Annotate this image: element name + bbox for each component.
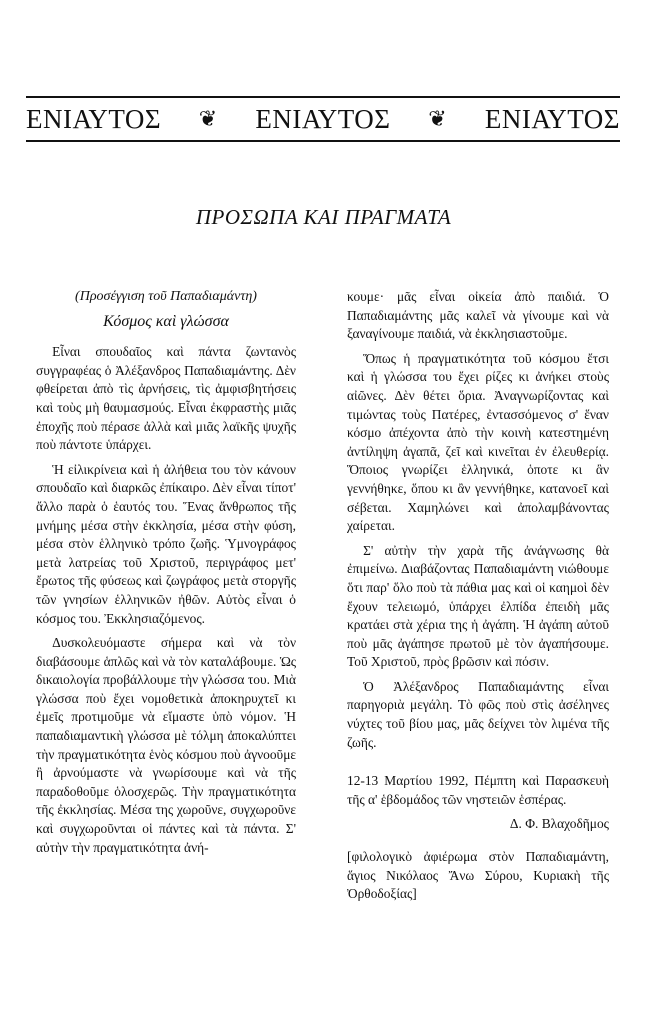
paragraph: Δυσκολευόμαστε σήμερα καὶ νὰ τὸν διαβάσουμε ἁπλῶς καὶ νὰ τὸν καταλάβουμε. Ὡς δικαιολογία προβάλλουμε τὴν γλώσσα του. Μιὰ γλώσσα ποὺ ἔχει νομοθετικὰ ἀποκηρυχτεῖ κι ἐμεῖς προτιμοῦμε νὰ εἴμαστε ὑπὸ νόμον. Ἡ παπαδιαμαντικὴ γλώσσα μὲ τόλμη ἀποκαλύπτει τὴν πραγματικότητα ἑνὸς κόσμου ποὺ ἀγνοοῦμε ἢ ἀρνούμαστε νὰ γνωρίσουμε καὶ νὰ τῆς παραδοθοῦμε ὁλοσχερῶς. Τὴν πραγματικότητα τῆς ἐκκλησίας. Μέσα της χωροῦνε, συγχωροῦνε καὶ συγχωροῦνται οἱ πάντες καὶ τὰ πάντα. Σ' αὐτὴν τὴν πραγματικότητα ἀνή- — [36, 635, 296, 855]
leaf-ornament-icon: ❦ — [428, 106, 448, 131]
leaf-ornament-icon: ❦ — [198, 106, 218, 131]
right-column — [347, 288, 609, 904]
source-note: [φιλολογικὸ ἀφιέρωμα στὸν Παπαδιαμάντη, ἅγιος Νικόλαος Ἄνω Σύρου, Κυριακὴ τῆς Ὀρθοδοξίας] — [347, 849, 609, 902]
paragraph: Ὁ Ἀλέξανδρος Παπαδιαμάντης εἶναι παρηγοριὰ μεγάλη. Τὸ φῶς ποὺ στὶς ἀσέληνες νύχτες τοῦ βίου μας, μᾶς δείχνει τὸν λιμένα τῆς ζωῆς. — [347, 678, 609, 750]
paragraph: Σ' αὐτὴν τὴν χαρὰ τῆς ἀνάγνωσης θὰ ἐπιμείνω. Διαβάζοντας Παπαδιαμάντη νιώθουμε ὅτι παρ' ὅλο ποὺ τὰ πάθια μας καὶ οἱ καημοὶ δὲν ἔχουν τελειωμό, ὑπάρχει ἐλπίδα ἐπειδὴ μᾶς κρατάει στὰ χέρια της ἡ ἀγάπη. Ἡ ἀγάπη αὐτοῦ ποὺ μᾶς ἀγάπησε πρωτοῦ μὲ τὸν ἀγαπήσουμε. Τοῦ Χριστοῦ, πρὸς βρῶσιν καὶ πόσιν. — [347, 542, 609, 670]
left-column — [36, 288, 296, 863]
header-top-rule — [26, 96, 620, 98]
section-title: ΠΡΟΣΩΠΑ ΚΑΙ ΠΡΑΓΜΑΤΑ — [195, 205, 452, 229]
article-title: Κόσμος καὶ γλώσσα — [103, 312, 229, 330]
header-word-3: ΕΝΙΑΥΤΟΣ — [484, 103, 620, 134]
running-header — [26, 102, 620, 136]
paragraph: Ἡ εἰλικρίνεια καὶ ἡ ἀλήθεια του τὸν κάνουν σπουδαῖο καὶ διαρκῶς ἐπίκαιρο. Δὲν εἶναι τίποτ' ἄλλο παρὰ ὁ ἑαυτός του. Ἕνας ἄνθρωπος τῆς μνήμης μέσα στὴν ἐκκλησία, μέσα στὴν φύση, μέσα στὸν ἑλληνικὸ τρόπο ζωῆς. Ὑμνογράφος μετὰ λατρείας τοῦ Χριστοῦ, περιγράφος μετ' ἔρωτος τῆς φύσεως καὶ ζωγράφος μετὰ στοργῆς τῶν γνησίων ἑλληνικῶν ἠθῶν. Αὐτὸς εἶναι ὁ κόσμος του. Ἐκκλησιαζόμενος. — [36, 461, 296, 626]
paragraph: Εἶναι σπουδαῖος καὶ πάντα ζωντανὸς συγγραφέας ὁ Ἀλέξανδρος Παπαδιαμάντης. Δὲν φθείρεται ἀπὸ τὶς ἀρνήσεις, τὶς ἀμφισβητήσεις καὶ τοὺς μὴ θαυμασμούς. Εἶναι ἐκφραστὴς μιᾶς ἐποχῆς ποὺ πέρασε ἀλλὰ καὶ μιᾶς λαϊκῆς ψυχῆς ποὺ πάντοτε ὑπάρχει. — [36, 344, 296, 453]
paragraph: Ὅπως ἡ πραγματικότητα τοῦ κόσμου ἔτσι καὶ ἡ γλώσσα του ἔχει ρίζες κι ἀνήκει στοὺς αἰῶνες. Δὲν θέτει ὅρια. Ἀναγνωρίζοντας καὶ τιμώντας τοὺς Πατέρες, ἐντασσόμενος σ' ἕναν κόσμο ἀπέχοντα ἀπὸ τὴν κοινὴ κατεστημένη ἀντίληψη ἀγαπᾶ, ζεῖ καὶ κινεῖται ἐν ἐλευθερίᾳ. Ὅποιος γνωρίζει ἑλληνικά, ὁποτε κι ἂν γεννήθηκε, ὅπου κι ἂν γεννήθηκε, κατανοεῖ καὶ σέβεται. Χαμηλώνει καὶ ἀπολαμβάνοντας χαίρεται. — [347, 350, 609, 534]
paragraph-continuation: κουμε· μᾶς εἶναι οἰκεία ἀπὸ παιδιά. Ὁ Παπαδιαμάντης μᾶς καλεῖ νὰ γίνουμε καὶ νὰ ξαναγίνουμε παιδιά, νὰ ἐκκλησιαστοῦμε. — [347, 289, 609, 342]
header-word-2: ΕΝΙΑΥΤΟΣ — [255, 103, 391, 134]
author-signature: Δ. Φ. Βλαχοδῆμος — [509, 816, 609, 832]
header-word-1: ΕΝΙΑΥΤΟΣ — [26, 103, 162, 134]
header-bottom-rule — [26, 140, 620, 142]
dateline: 12-13 Μαρτίου 1992, Πέμπτη καὶ Παρασκευὴ τῆς α' ἑβδομάδος τῶν νηστειῶν ἑσπέρας. — [347, 773, 609, 807]
article-subtitle: (Προσέγγιση τοῦ Παπαδιαμάντη) — [75, 289, 257, 304]
